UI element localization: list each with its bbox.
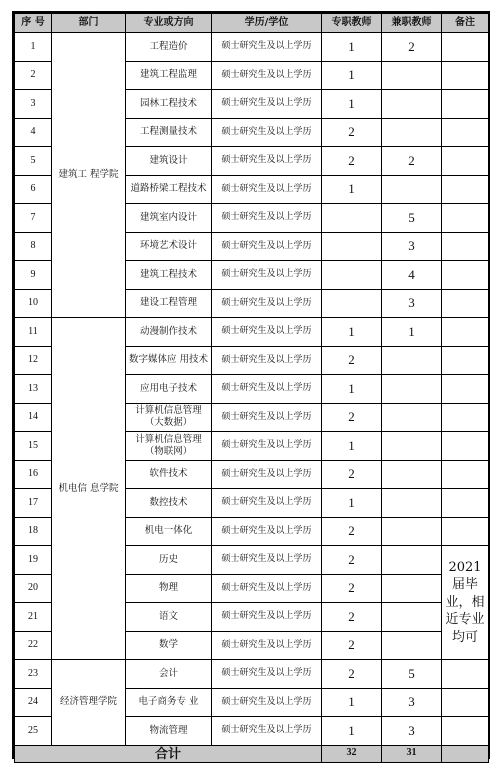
row-parttime: 2 — [382, 147, 442, 176]
row-parttime — [382, 489, 442, 518]
row-fulltime: 1 — [322, 90, 382, 119]
total-parttime: 31 — [382, 745, 442, 762]
row-edu: 硕士研究生及以上学历 — [212, 318, 322, 347]
table-row — [15, 318, 489, 347]
row-fulltime — [322, 204, 382, 233]
row-fulltime: 1 — [322, 432, 382, 461]
row-fulltime: 2 — [322, 118, 382, 147]
row-no: 16 — [15, 460, 52, 489]
row-no: 24 — [15, 688, 52, 717]
row-edu: 硕士研究生及以上学历 — [212, 546, 322, 575]
row-fulltime: 1 — [322, 318, 382, 347]
row-major: 动漫制作技术 — [126, 318, 212, 347]
row-edu: 硕士研究生及以上学历 — [212, 688, 322, 717]
row-edu: 硕士研究生及以上学历 — [212, 460, 322, 489]
row-no: 25 — [15, 717, 52, 746]
row-parttime — [382, 574, 442, 603]
row-major: 会计 — [126, 660, 212, 689]
row-edu: 硕士研究生及以上学历 — [212, 717, 322, 746]
row-note — [442, 660, 489, 689]
row-note — [442, 175, 489, 204]
row-fulltime: 1 — [322, 688, 382, 717]
row-parttime: 2 — [382, 33, 442, 62]
row-edu: 硕士研究生及以上学历 — [212, 261, 322, 290]
row-edu: 硕士研究生及以上学历 — [212, 289, 322, 318]
row-major: 建设工程管理 — [126, 289, 212, 318]
row-edu: 硕士研究生及以上学历 — [212, 631, 322, 660]
row-no: 6 — [15, 175, 52, 204]
row-no: 5 — [15, 147, 52, 176]
row-parttime: 3 — [382, 232, 442, 261]
row-major: 计算机信息管理（大数据） — [126, 403, 212, 432]
row-no: 4 — [15, 118, 52, 147]
row-edu: 硕士研究生及以上学历 — [212, 660, 322, 689]
row-fulltime: 2 — [322, 460, 382, 489]
total-label: 合计 — [15, 745, 322, 762]
row-parttime — [382, 631, 442, 660]
row-parttime — [382, 460, 442, 489]
header-fulltime: 专职教师 — [322, 14, 382, 33]
row-edu: 硕士研究生及以上学历 — [212, 432, 322, 461]
header-seq: 序 号 — [15, 14, 52, 33]
row-no: 10 — [15, 289, 52, 318]
row-major: 历史 — [126, 546, 212, 575]
header-major: 专业或方向 — [126, 14, 212, 33]
row-major: 建筑室内设计 — [126, 204, 212, 233]
row-fulltime: 2 — [322, 517, 382, 546]
row-no: 18 — [15, 517, 52, 546]
row-major: 建筑工程技术 — [126, 261, 212, 290]
row-major: 计算机信息管理（物联网） — [126, 432, 212, 461]
dept-cell-econ: 经济管理学院 — [52, 660, 126, 746]
row-major: 工程测量技术 — [126, 118, 212, 147]
row-note — [442, 232, 489, 261]
row-major: 应用电子技术 — [126, 375, 212, 404]
row-parttime — [382, 546, 442, 575]
row-parttime — [382, 346, 442, 375]
row-major: 软件技术 — [126, 460, 212, 489]
row-fulltime: 2 — [322, 546, 382, 575]
row-note — [442, 147, 489, 176]
row-note — [442, 346, 489, 375]
row-fulltime: 2 — [322, 403, 382, 432]
row-edu: 硕士研究生及以上学历 — [212, 603, 322, 632]
row-no: 9 — [15, 261, 52, 290]
recruitment-table-frame — [12, 11, 490, 759]
row-fulltime: 1 — [322, 489, 382, 518]
row-major: 电子商务专 业 — [126, 688, 212, 717]
header-parttime: 兼职教师 — [382, 14, 442, 33]
row-fulltime — [322, 261, 382, 290]
row-major: 建筑设计 — [126, 147, 212, 176]
row-major: 物流管理 — [126, 717, 212, 746]
row-major: 机电一体化 — [126, 517, 212, 546]
row-fulltime: 1 — [322, 717, 382, 746]
row-no: 2 — [15, 61, 52, 90]
row-parttime — [382, 118, 442, 147]
row-no: 17 — [15, 489, 52, 518]
row-parttime — [382, 175, 442, 204]
header-note: 备注 — [442, 14, 489, 33]
recruitment-table — [14, 13, 489, 763]
row-edu: 硕士研究生及以上学历 — [212, 574, 322, 603]
row-no: 12 — [15, 346, 52, 375]
row-note — [442, 375, 489, 404]
row-parttime: 3 — [382, 289, 442, 318]
row-parttime — [382, 90, 442, 119]
row-parttime: 3 — [382, 717, 442, 746]
row-major: 工程造价 — [126, 33, 212, 62]
row-edu: 硕士研究生及以上学历 — [212, 375, 322, 404]
row-parttime: 5 — [382, 204, 442, 233]
row-fulltime: 2 — [322, 660, 382, 689]
row-note — [442, 204, 489, 233]
row-fulltime: 2 — [322, 631, 382, 660]
dept-cell-mech: 机电信 息学院 — [52, 318, 126, 660]
row-no: 3 — [15, 90, 52, 119]
row-major: 数学 — [126, 631, 212, 660]
row-edu: 硕士研究生及以上学历 — [212, 175, 322, 204]
row-no: 13 — [15, 375, 52, 404]
row-edu: 硕士研究生及以上学历 — [212, 403, 322, 432]
row-parttime — [382, 375, 442, 404]
row-note — [442, 432, 489, 461]
header-edu: 学历/学位 — [212, 14, 322, 33]
row-parttime — [382, 432, 442, 461]
row-parttime — [382, 403, 442, 432]
row-fulltime: 1 — [322, 61, 382, 90]
row-no: 8 — [15, 232, 52, 261]
row-major: 物理 — [126, 574, 212, 603]
row-note — [442, 403, 489, 432]
row-fulltime: 2 — [322, 574, 382, 603]
row-fulltime: 1 — [322, 375, 382, 404]
header-row — [15, 14, 489, 33]
row-note — [442, 460, 489, 489]
row-no: 22 — [15, 631, 52, 660]
row-major: 数字媒体应 用技术 — [126, 346, 212, 375]
row-note — [442, 517, 489, 546]
row-parttime — [382, 603, 442, 632]
row-edu: 硕士研究生及以上学历 — [212, 232, 322, 261]
row-note — [442, 318, 489, 347]
row-note — [442, 289, 489, 318]
row-no: 11 — [15, 318, 52, 347]
row-edu: 硕士研究生及以上学历 — [212, 90, 322, 119]
row-edu: 硕士研究生及以上学历 — [212, 489, 322, 518]
row-edu: 硕士研究生及以上学历 — [212, 517, 322, 546]
row-note — [442, 33, 489, 62]
table-row — [15, 33, 489, 62]
row-fulltime — [322, 289, 382, 318]
row-note — [442, 261, 489, 290]
row-fulltime: 1 — [322, 33, 382, 62]
total-note — [442, 745, 489, 762]
row-no: 15 — [15, 432, 52, 461]
row-no: 20 — [15, 574, 52, 603]
row-no: 23 — [15, 660, 52, 689]
note-cell: 2021届毕业，相近专业均可 — [442, 546, 489, 660]
row-note — [442, 717, 489, 746]
row-no: 14 — [15, 403, 52, 432]
row-note — [442, 118, 489, 147]
total-row — [15, 745, 489, 762]
row-major: 环境艺术设计 — [126, 232, 212, 261]
row-note — [442, 489, 489, 518]
row-edu: 硕士研究生及以上学历 — [212, 61, 322, 90]
row-note — [442, 688, 489, 717]
row-fulltime: 2 — [322, 346, 382, 375]
row-fulltime: 2 — [322, 147, 382, 176]
row-no: 21 — [15, 603, 52, 632]
row-major: 建筑工程监理 — [126, 61, 212, 90]
table-row — [15, 660, 489, 689]
row-no: 19 — [15, 546, 52, 575]
row-fulltime — [322, 232, 382, 261]
row-edu: 硕士研究生及以上学历 — [212, 118, 322, 147]
row-edu: 硕士研究生及以上学历 — [212, 204, 322, 233]
row-parttime — [382, 517, 442, 546]
row-parttime: 4 — [382, 261, 442, 290]
row-edu: 硕士研究生及以上学历 — [212, 147, 322, 176]
row-no: 7 — [15, 204, 52, 233]
header-dept: 部门 — [52, 14, 126, 33]
row-parttime: 3 — [382, 688, 442, 717]
row-parttime — [382, 61, 442, 90]
row-edu: 硕士研究生及以上学历 — [212, 33, 322, 62]
dept-cell-arch: 建筑工 程学院 — [52, 33, 126, 318]
row-fulltime: 2 — [322, 603, 382, 632]
row-major: 语文 — [126, 603, 212, 632]
row-edu: 硕士研究生及以上学历 — [212, 346, 322, 375]
row-fulltime: 1 — [322, 175, 382, 204]
row-note — [442, 90, 489, 119]
row-note — [442, 61, 489, 90]
row-major: 园林工程技术 — [126, 90, 212, 119]
row-parttime: 5 — [382, 660, 442, 689]
row-parttime: 1 — [382, 318, 442, 347]
row-no: 1 — [15, 33, 52, 62]
total-fulltime: 32 — [322, 745, 382, 762]
row-major: 数控技术 — [126, 489, 212, 518]
row-major: 道路桥梁工程技术 — [126, 175, 212, 204]
